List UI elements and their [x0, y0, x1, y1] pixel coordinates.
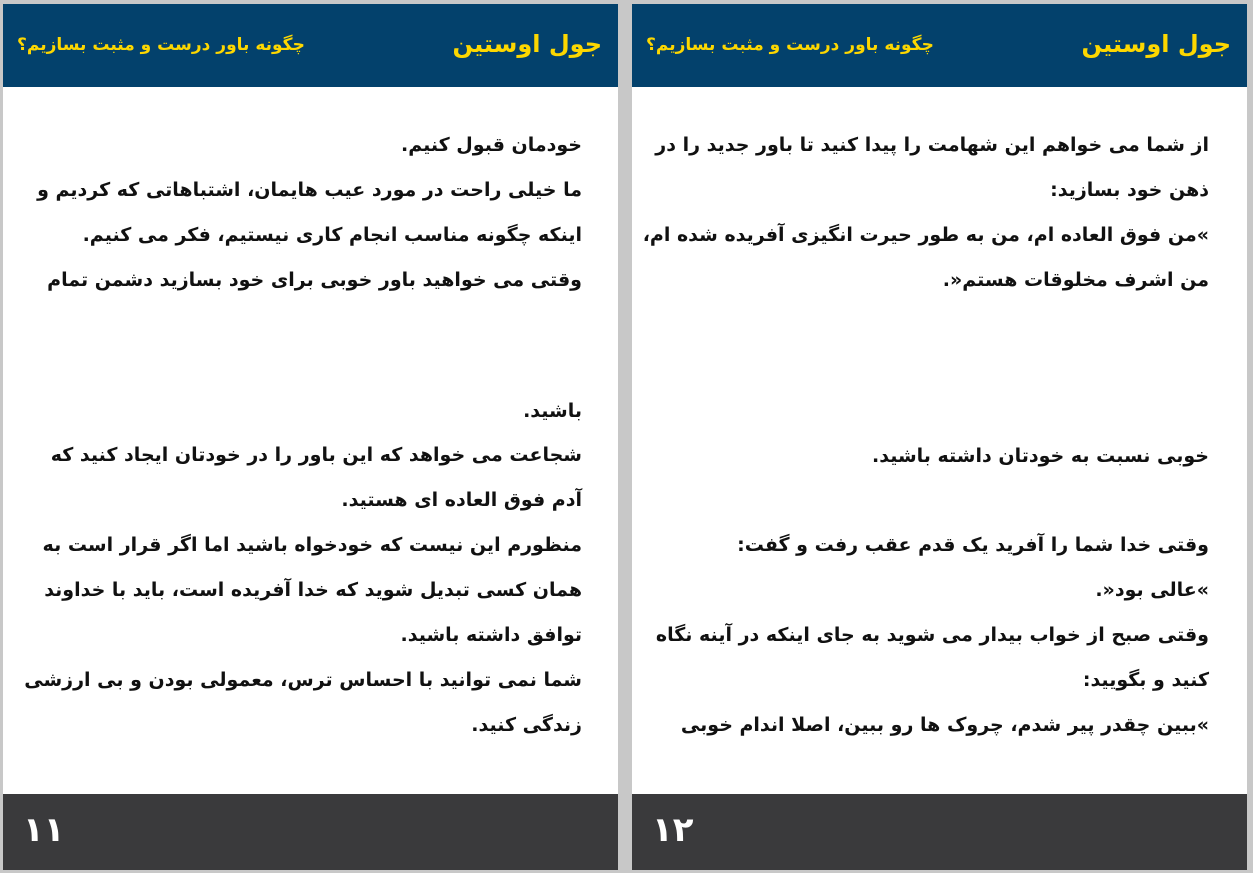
- text-line: ما خیلی راحت در مورد عیب هایمان، اشتباهاتی که کردیم و: [37, 179, 582, 201]
- text-line: وقتی خدا شما را آفرید یک قدم عقب رفت و گفت:: [737, 534, 1209, 556]
- text-line: خوبی نسبت به خودتان داشته باشید.: [872, 445, 1209, 467]
- text-line: توافق داشته باشید.: [400, 624, 582, 646]
- text-line: وقتی صبح از خواب بیدار می شوید به جای اینکه در آینه نگاه: [655, 624, 1209, 646]
- text-line: همان کسی تبدیل شوید که خدا آفریده است، باید با خداوند: [44, 579, 582, 601]
- page-header: [3, 4, 618, 87]
- text-line: اینکه چگونه مناسب انجام کاری نیستیم، فکر می کنیم.: [82, 224, 582, 246]
- text-line: منظورم این نیست که خودخواه باشید اما اگر قرار است به: [42, 534, 582, 556]
- text-line: ذهن خود بسازید:: [1050, 179, 1209, 201]
- text-line: »ببین چقدر پیر شدم، چروک ها رو ببین، اصلا اندام خوبی: [680, 714, 1209, 736]
- text-line: »من فوق العاده ام، من به طور حیرت انگیزی آفریده شده ام،: [642, 224, 1209, 246]
- text-line: خودمان قبول کنیم.: [401, 134, 582, 156]
- text-line: وقتی می خواهید باور خوبی برای خود بسازید دشمن تمام: [47, 269, 582, 291]
- text-line: زندگی کنید.: [471, 714, 582, 736]
- text-line: کنید و بگویید:: [1082, 669, 1209, 691]
- header-author: جول اوستین: [452, 30, 602, 58]
- text-line: شجاعت می خواهد که این باور را در خودتان ایجاد کنید که: [50, 444, 582, 466]
- text-line: از شما می خواهم این شهامت را پیدا کنید تا باور جدید را در: [655, 134, 1209, 156]
- header-author: جول اوستین: [1081, 30, 1231, 58]
- text-line: »عالی بود«.: [1095, 579, 1209, 601]
- header-title: چگونه باور درست و مثبت بسازیم؟: [646, 35, 934, 55]
- text-line: آدم فوق العاده ای هستید.: [341, 489, 582, 511]
- page-number: ۱۲: [652, 810, 694, 850]
- page-footer: [3, 794, 618, 870]
- page-11: [3, 4, 618, 870]
- page-12: [632, 4, 1247, 870]
- text-line: من اشرف مخلوقات هستم«.: [942, 269, 1209, 291]
- text-line: شما نمی توانید با احساس ترس، معمولی بودن و بی ارزشی: [24, 669, 582, 691]
- page-footer: [632, 794, 1247, 870]
- text-line: باشید.: [523, 400, 582, 422]
- page-header: [632, 4, 1247, 87]
- header-title: چگونه باور درست و مثبت بسازیم؟: [17, 35, 305, 55]
- page-number: ۱۱: [23, 810, 65, 850]
